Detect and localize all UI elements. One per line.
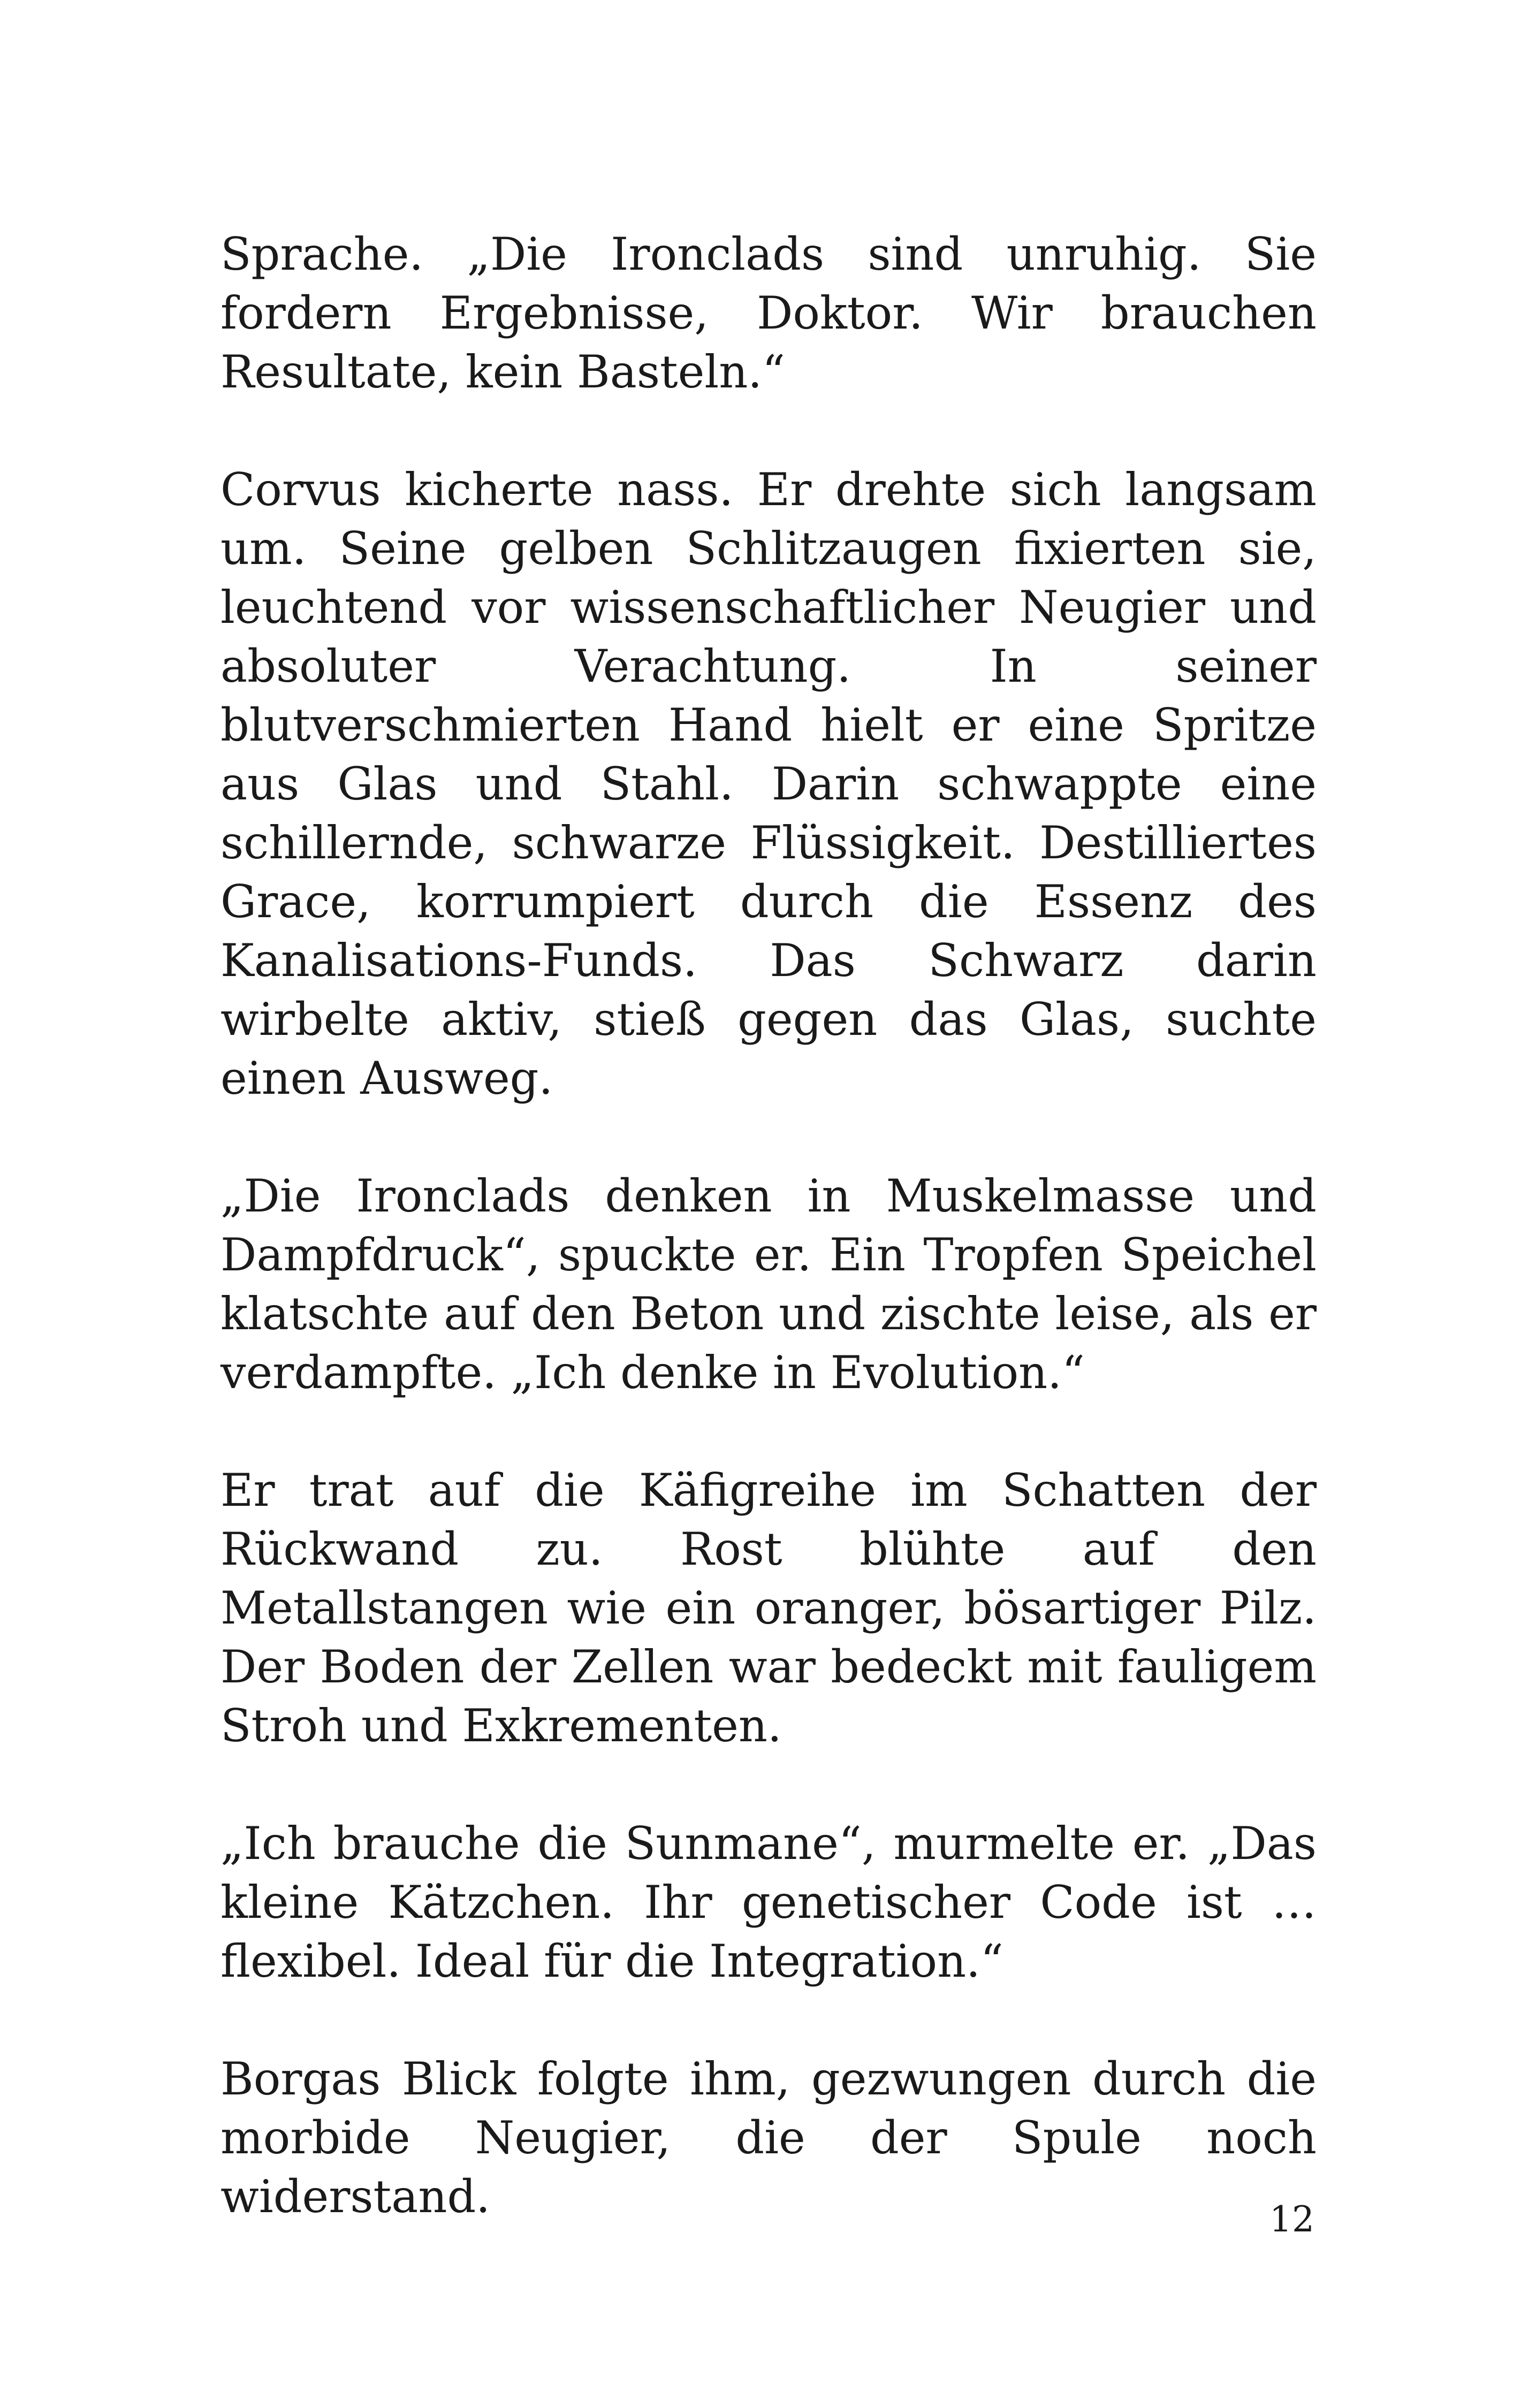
paragraph-3: „Die Ironclads denken in Muskelmasse und Dampfdruck“, spuckte er. Ein Tropfen Speichel klatschte auf den Beton und zischte leise, als er verdampfte. „Ich denke in Evolution.“ <box>220 1170 1317 1399</box>
paragraph-2: Corvus kicherte nass. Er drehte sich langsam um. Seine gelben Schlitzaugen fixierten sie, leuchtend vor wissenschaftlicher Neugier und absoluter Verachtung. In seiner blutverschmierten Hand hielt er eine Spritze aus Glas und Stahl. Darin schwappte eine schillernde, schwarze Flüssigkeit. Destilliertes Grace, korrumpiert durch die Essenz des Kanalisations-Funds. Das Schwarz darin wirbelte aktiv, stieß gegen das Glas, suchte einen Ausweg. <box>220 463 1317 1104</box>
paragraph-1: Sprache. „Die Ironclads sind unruhig. Sie fordern Ergebnisse, Doktor. Wir brauchen Resultate, kein Basteln.“ <box>220 228 1317 398</box>
page-number: 12 <box>1269 2199 1314 2240</box>
paragraph-5: „Ich brauche die Sunmane“, murmelte er. „Das kleine Kätzchen. Ihr genetischer Code ist … flexibel. Ideal für die Integration.“ <box>220 1817 1317 1987</box>
body-text <box>220 225 1317 2226</box>
paragraph-6: Borgas Blick folgte ihm, gezwungen durch die morbide Neugier, die der Spule noch widerstand. <box>220 2053 1317 2223</box>
paragraph-4: Er trat auf die Käfigreihe im Schatten der Rückwand zu. Rost blühte auf den Metallstangen wie ein oranger, bösartiger Pilz. Der Boden der Zellen war bedeckt mit fauligem Stroh und Exkrementen. <box>220 1464 1317 1752</box>
